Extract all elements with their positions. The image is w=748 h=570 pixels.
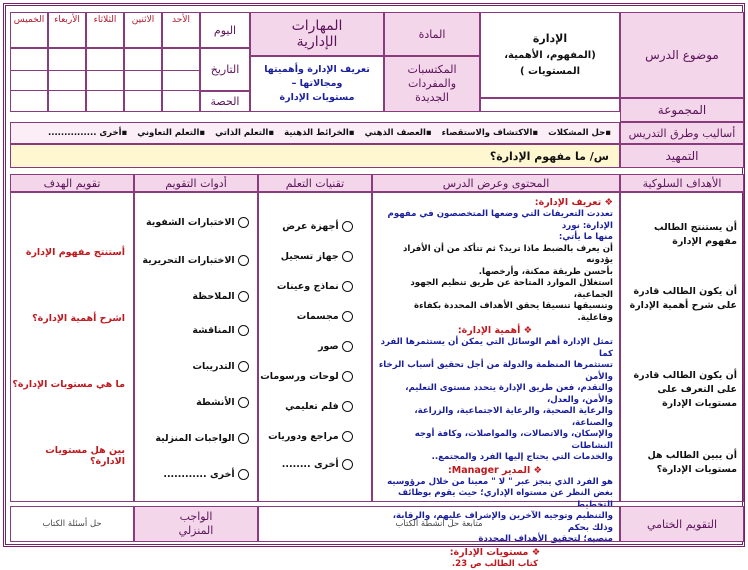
col-tech: تقنيات التعلم xyxy=(258,174,372,192)
homework-label-line1: الواجب xyxy=(180,510,213,524)
col-eval: تقويم الهدف xyxy=(10,174,134,192)
col-tools: أدوات التقويم xyxy=(134,174,258,192)
content-line: منها ما يأتي: xyxy=(377,232,613,244)
tool-option[interactable] xyxy=(146,217,249,228)
tool-option-label: الاختبارات التحريرية xyxy=(142,255,234,266)
tool-option-label: الاختبارات الشفوية xyxy=(146,217,235,228)
method-option-label: الاكتشاف والاستقصاء xyxy=(442,128,533,138)
day-row-line xyxy=(10,70,200,91)
tool-option-label: التدريبات xyxy=(192,361,234,372)
unit-title-line1: المهارات xyxy=(292,18,343,34)
method-option[interactable]: ▪حل المشكلات xyxy=(548,128,611,138)
radio-icon[interactable] xyxy=(238,433,249,444)
eval-question-3: ما هي مستويات الإدارة؟ xyxy=(12,379,125,390)
day-col-tue xyxy=(86,12,124,48)
group-value xyxy=(480,98,620,112)
content-line: بأحسن طريقة ممكنة، وأرخصها. xyxy=(377,267,613,279)
content-line: والرعاية الصحية، والرعاية الاجتماعية، والزراعة، والصناعة، xyxy=(377,406,613,429)
tech-option-label: جهاز تسجيل xyxy=(281,251,339,262)
col-objectives: الأهداف السلوكية xyxy=(620,174,744,192)
tech-option[interactable] xyxy=(285,401,353,412)
lesson-plan-page xyxy=(3,3,745,547)
methods-options xyxy=(10,122,620,144)
tool-option-label: الواجبات المنزلية xyxy=(155,433,234,444)
homework-label xyxy=(134,506,258,542)
tool-option[interactable] xyxy=(196,397,249,408)
tech-option[interactable] xyxy=(318,341,353,352)
intro-label: التمهيد xyxy=(620,144,744,168)
radio-icon[interactable] xyxy=(342,401,353,412)
radio-icon[interactable] xyxy=(342,341,353,352)
lesson-topic-line3: المستويات ) xyxy=(520,64,580,80)
tech-option[interactable] xyxy=(297,311,353,322)
day-sun: الأحد xyxy=(163,13,199,26)
tool-option-label: الأنشطة xyxy=(196,397,235,408)
objective-1: أن يستنتج الطالب مفهوم الإدارة xyxy=(625,221,737,249)
eval-question-2: اشرح أهمية الإدارة؟ xyxy=(32,313,125,324)
objective-3: أن يكون الطالب قادرة على التعرف على مستويات الإدارة xyxy=(625,369,737,411)
tech-option-label: صور xyxy=(318,341,339,352)
method-option-label: الخرائط الذهنية xyxy=(284,128,349,138)
day-wed: الأربعاء xyxy=(49,13,85,26)
radio-icon[interactable] xyxy=(238,469,249,480)
method-option[interactable]: ▪الاكتشاف والاستقصاء xyxy=(442,128,538,138)
radio-icon[interactable] xyxy=(238,255,249,266)
radio-icon[interactable] xyxy=(342,459,353,470)
content-line: استغلال الموارد المتاحة عن طريق تنظيم الجهود الجماعية، xyxy=(377,278,613,301)
tech-option-label: أخرى ........ xyxy=(282,459,339,470)
tech-option-label: لوحات ورسومات xyxy=(260,371,338,382)
date-label: التاريخ xyxy=(200,48,250,91)
tech-option[interactable] xyxy=(282,459,353,470)
method-option-label: التعلم الذاتي xyxy=(215,128,268,138)
tech-option-label: فلم تعليمي xyxy=(285,401,339,412)
method-option[interactable]: ▪التعلم التعاوني xyxy=(137,128,205,138)
lesson-topic-label: موضوع الدرس xyxy=(620,12,744,98)
method-option-label: العصف الذهني xyxy=(365,128,426,138)
radio-icon[interactable] xyxy=(238,325,249,336)
radio-icon[interactable] xyxy=(342,281,353,292)
tech-option[interactable] xyxy=(282,221,353,232)
objective-2: أن يكون الطالب قادرة على شرح أهمية الإدارة xyxy=(625,285,737,313)
method-option-label: حل المشكلات xyxy=(548,128,605,138)
tool-option[interactable] xyxy=(142,255,249,266)
content-line: والتنظيم وتوجيه الآخرين والإشراف عليهم، والرقابة، وذلك بحكم xyxy=(377,511,613,534)
method-option[interactable]: ▪الخرائط الذهنية xyxy=(284,128,354,138)
content-line: بغض النظر عن مستواه الإداري؛ حيث يقوم بوظائف التخطيط xyxy=(377,488,613,511)
tool-option-label: أخرى ............ xyxy=(163,469,234,480)
content-heading-1-text: تعريف الإدارة: xyxy=(535,197,601,208)
col-content: المحتوى وعرض الدرس xyxy=(372,174,620,192)
radio-icon[interactable] xyxy=(342,371,353,382)
lesson-topic-value xyxy=(480,12,620,98)
content-heading-4-text: مستويات الإدارة: xyxy=(450,547,529,558)
content-line: والتقدم، فعن طريق الإدارة يتحدد مستوى التعليم، والأمن، والعدل، xyxy=(377,383,613,406)
homework-text: حل أسئلة الكتاب xyxy=(10,506,134,542)
tech-option-label: نماذج وعينات xyxy=(277,281,339,292)
tech-option[interactable] xyxy=(268,431,353,442)
content-line: كتاب الطالب ص 23. xyxy=(377,559,613,570)
tech-option-label: مجسمات xyxy=(297,311,339,322)
lesson-topic-line1: الإدارة xyxy=(533,30,567,48)
tool-option-label: المناقشة xyxy=(192,325,234,336)
content-line: والإسكان، والاتصالات، والمواصلات، وكافة أوجه النشاطات xyxy=(377,429,613,452)
content-heading-2: ❖ أهمية الإدارة: xyxy=(377,324,613,337)
radio-icon[interactable] xyxy=(342,431,353,442)
eval-question-4: بين هل مستويات الادارة؟ xyxy=(11,445,125,467)
content-heading-1: ❖ تعريف الإدارة: xyxy=(377,196,613,209)
day-thu: الخميس xyxy=(11,13,47,26)
tool-option[interactable] xyxy=(192,291,249,302)
content-heading-3-text: المدير Manager: xyxy=(448,465,530,476)
content-line: تعددت التعريفات التي وضعها المتخصصون في مفهوم الإدارة: نورد xyxy=(377,209,613,232)
eval-cell xyxy=(10,192,134,502)
day-mon: الاثنين xyxy=(125,13,161,26)
content-line: تستثمرها المنظمة والدولة من أجل تحقيق أسباب الرخاء والأمن xyxy=(377,360,613,383)
acquired-line2: والمفردات xyxy=(408,77,456,91)
intro-box xyxy=(10,144,620,168)
eval-question-1: أستنتج مفهوم الإدارة xyxy=(26,247,125,258)
radio-icon[interactable] xyxy=(238,361,249,372)
radio-icon[interactable] xyxy=(238,291,249,302)
content-heading-3: ❖ المدير Manager: xyxy=(377,464,613,477)
group-label: المجموعة xyxy=(620,98,744,122)
content-line: هو الفرد الذي ينجز عبر " لا " معينا من خلال مرؤوسيه xyxy=(377,477,613,489)
content-line: أن يعرف بالضبط ماذا تريد؟ ثم تتأكد من أن الأفراد يؤدونه xyxy=(377,244,613,267)
tech-option[interactable] xyxy=(281,251,353,262)
method-option[interactable]: ▪أخرى ............... xyxy=(48,128,127,138)
content-cell xyxy=(372,192,620,502)
unit-title-line2: الإدارية xyxy=(297,34,338,50)
topic-line2: مستويات الإدارة xyxy=(280,91,355,105)
day-col-sun xyxy=(162,12,200,48)
method-option[interactable]: ▪التعلم الذاتي xyxy=(215,128,274,138)
final-eval-label: التقويم الختامي xyxy=(620,506,744,542)
objectives-cell xyxy=(620,192,744,502)
method-option-label: أخرى ............... xyxy=(48,128,122,138)
day-col-mon xyxy=(124,12,162,48)
homework-label-line2: المنزلي xyxy=(179,524,214,538)
acquired-line1: المكتسبات xyxy=(408,63,457,77)
content-heading-4: ❖ مستويات الإدارة: xyxy=(377,546,613,559)
day-col-thu xyxy=(10,12,48,48)
tool-option[interactable] xyxy=(163,469,249,480)
tech-option[interactable] xyxy=(277,281,353,292)
day-tue: الثلاثاء xyxy=(87,13,123,26)
tool-option-label: الملاحظة xyxy=(192,291,234,302)
radio-icon[interactable] xyxy=(238,217,249,228)
acquired-vocab-label xyxy=(384,56,480,112)
radio-icon[interactable] xyxy=(238,397,249,408)
intro-question: س/ ما مفهوم الإدارة؟ xyxy=(490,150,609,163)
radio-icon[interactable] xyxy=(342,221,353,232)
unit-title-box xyxy=(250,12,384,56)
tech-option-label: أجهزة عرض xyxy=(282,221,338,232)
day-label: اليوم xyxy=(200,12,250,48)
lesson-topic-detail xyxy=(250,56,384,112)
final-eval-text: متابعة حل أنشطة الكتاب xyxy=(258,506,620,542)
content-line: منصبه؛ لتحقيق الأهداف المحددة xyxy=(377,534,613,546)
tool-option[interactable] xyxy=(192,361,249,372)
content-line: والخدمات التي يحتاج إليها الفرد والمجتمع.. xyxy=(377,452,613,464)
tech-cell xyxy=(258,192,372,502)
lesson-topic-line2: (المفهوم، الأهمية، xyxy=(504,48,596,64)
tool-option[interactable] xyxy=(192,325,249,336)
content-heading-2-text: أهمية الإدارة: xyxy=(458,325,521,336)
tech-option[interactable] xyxy=(260,371,353,382)
radio-icon[interactable] xyxy=(342,251,353,262)
content-line: وتنسيقها تنسيقا يحقق الأهداف المحددة بكفاءة وفاعلية. xyxy=(377,301,613,324)
content-line: تمثل الإدارة أهم الوسائل التي يمكن أن يستثمرها الفرد كما xyxy=(377,337,613,360)
acquired-line3: الجديدة xyxy=(415,91,449,105)
radio-icon[interactable] xyxy=(342,311,353,322)
objective-4: أن يبين الطالب هل مستويات الإدارة؟ xyxy=(625,449,737,477)
subject-label: المادة xyxy=(384,12,480,56)
method-option[interactable]: ▪العصف الذهني xyxy=(365,128,432,138)
period-label: الحصة xyxy=(200,91,250,112)
tools-cell xyxy=(134,192,258,502)
topic-line1: تعريف الإدارة وأهميتها ومجالاتها – xyxy=(251,63,383,91)
tech-option-label: مراجع ودوريات xyxy=(268,431,339,442)
method-option-label: التعلم التعاوني xyxy=(137,128,199,138)
methods-label: أساليب وطرق التدريس xyxy=(620,122,744,144)
tool-option[interactable] xyxy=(155,433,249,444)
day-col-wed xyxy=(48,12,86,48)
